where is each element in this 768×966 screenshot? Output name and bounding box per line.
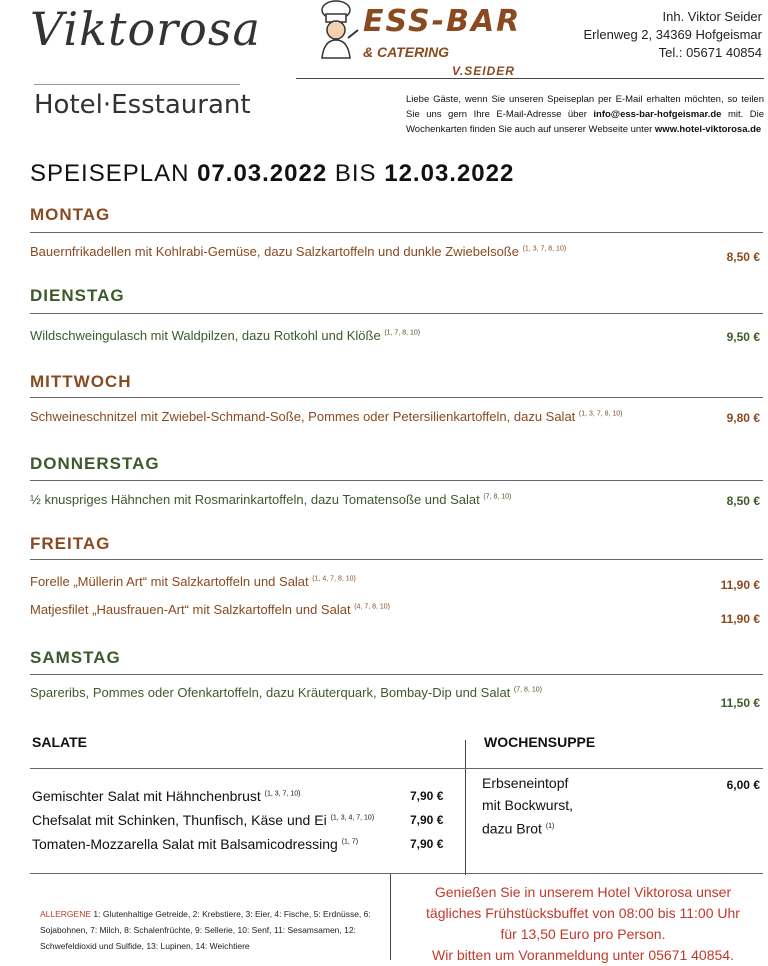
day-monday: MONTAG: [30, 205, 111, 224]
dish-monday-1: Bauernfrikadellen mit Kohlrabi-Gemüse, dazu Salzkartoffeln und dunkle Zwiebelsoße $^{(1, 3, 7, 8, 10)}$: [30, 244, 567, 259]
brand-title: ESS-BAR: [363, 4, 522, 39]
soup-price: 6,00 €: [726, 778, 760, 792]
price-wednesday-1: 9,80 €: [726, 411, 760, 425]
logo-subtitle: Hotel·Esstaurant: [34, 90, 251, 120]
day-wednesday: MITTWOCH: [30, 372, 132, 391]
divider: [30, 397, 763, 398]
dish-friday-1: Forelle „Müllerin Art“ mit Salzkartoffeln und Salat $^{(1, 4, 7, 8, 10)}$: [30, 574, 356, 589]
footer-divider: [30, 873, 763, 874]
day-saturday: SAMSTAG: [30, 648, 121, 667]
dish-tuesday-1: Wildschweingulasch mit Waldpilzen, dazu Rotkohl und Klöße $^{(1, 7, 8, 10)}$: [30, 328, 421, 343]
divider: [30, 559, 763, 560]
newsletter-notice: Liebe Gäste, wenn Sie unseren Speiseplan per E-Mail erhalten möchten, so teilen Sie uns gern Ihre E-Mail-Adresse über info@ess-bar-hofgeismar.de mit. Die Wochenkarten finden Sie auch auf unserer Webseite unter www.hotel-viktorosa.de: [406, 94, 764, 135]
salad-item-2: Chefsalat mit Schinken, Thunfisch, Käse und Ei $^{(1, 3, 4, 7, 10)}$: [32, 812, 375, 828]
salad-price-1: 7,90 €: [410, 789, 444, 803]
price-saturday-1: 11,50 €: [720, 696, 760, 710]
price-thursday-1: 8,50 €: [726, 494, 760, 508]
price-tuesday-1: 9,50 €: [726, 330, 760, 344]
column-divider: [465, 740, 466, 875]
footer-column-divider: [390, 874, 391, 960]
salad-price-2: 7,90 €: [410, 813, 444, 827]
header-divider: [296, 78, 764, 79]
day-tuesday: DIENSTAG: [30, 286, 125, 305]
notice-website[interactable]: www.hotel-viktorosa.de: [654, 124, 762, 135]
salad-item-3: Tomaten-Mozzarella Salat mit Balsamicodressing $^{(1, 7)}$: [32, 836, 359, 852]
chef-icon: [312, 0, 362, 60]
divider: [30, 480, 763, 481]
logo-name: Viktorosa: [30, 2, 261, 56]
price-friday-1: 11,90 €: [720, 578, 760, 592]
dish-saturday-1: Spareribs, Pommes oder Ofenkartoffeln, dazu Kräuterquark, Bombay-Dip und Salat $^{(7, 8, 10)}$: [30, 685, 542, 700]
dish-wednesday-1: Schweineschnitzel mit Zwiebel-Schmand-Soße, Pommes oder Petersilienkartoffeln, dazu Salat $^{(1, 3, 7, 8, 10)}$: [30, 409, 623, 424]
salad-item-1: Gemischter Salat mit Hähnchenbrust $^{(1, 3, 7, 10)}$: [32, 788, 301, 804]
contact-owner: Inh. Viktor Seider: [662, 9, 762, 24]
dish-friday-2: Matjesfilet „Hausfrauen-Art“ mit Salzkartoffeln und Salat $^{(4, 7, 8, 10)}$: [30, 602, 390, 617]
price-monday-1: 8,50 €: [726, 250, 760, 264]
soup-description: Erbseneintopf mit Bockwurst, dazu Brot $^{(1)}$: [482, 775, 574, 837]
soup-heading: WOCHENSUPPE: [484, 734, 596, 750]
contact-phone: Tel.: 05671 40854: [658, 45, 762, 60]
brand-catering: & CATERING: [363, 44, 450, 60]
day-thursday: DONNERSTAG: [30, 454, 160, 473]
divider: [30, 232, 763, 233]
price-friday-2: 11,90 €: [720, 612, 760, 626]
plan-title: SPEISEPLAN 07.03.2022 BIS 12.03.2022: [30, 160, 515, 187]
brand-owner-tag: V.SEIDER: [452, 64, 515, 78]
notice-email[interactable]: info@ess-bar-hofgeismar.de: [593, 109, 722, 120]
day-friday: FREITAG: [30, 534, 111, 553]
dish-thursday-1: ½ knuspriges Hähnchen mit Rosmarinkartoffeln, dazu Tomatensoße und Salat $^{(7, 8, 10)}$: [30, 492, 512, 507]
divider: [30, 768, 763, 769]
logo-divider: [34, 84, 240, 85]
contact-block: [584, 8, 763, 62]
contact-address: Erlenweg 2, 34369 Hofgeismar: [583, 27, 762, 42]
divider: [30, 313, 763, 314]
allergen-legend: ALLERGENE 1: Glutenhaltige Getreide, 2: Krebstiere, 3: Eier, 4: Fische, 5: Erdnüsse, 6: Sojabohnen, 7: Milch, 8: Schalenfrüchte, 9: Sellerie, 10: Senf, 11: Sesamsamen, 12: Schwefeldioxid und Sulfide, 13: Lupinen, 14: Weichtiere: [40, 909, 371, 951]
salads-heading: SALATE: [32, 734, 87, 750]
salad-price-3: 7,90 €: [410, 837, 444, 851]
breakfast-promo: Genießen Sie in unserem Hotel Viktorosa unser tägliches Frühstücksbuffet von 08:00 bis 11:00 Uhr für 13,50 Euro pro Person. Wir bitten um Voranmeldung unter 05671 40854.: [426, 884, 740, 963]
divider: [30, 674, 763, 675]
